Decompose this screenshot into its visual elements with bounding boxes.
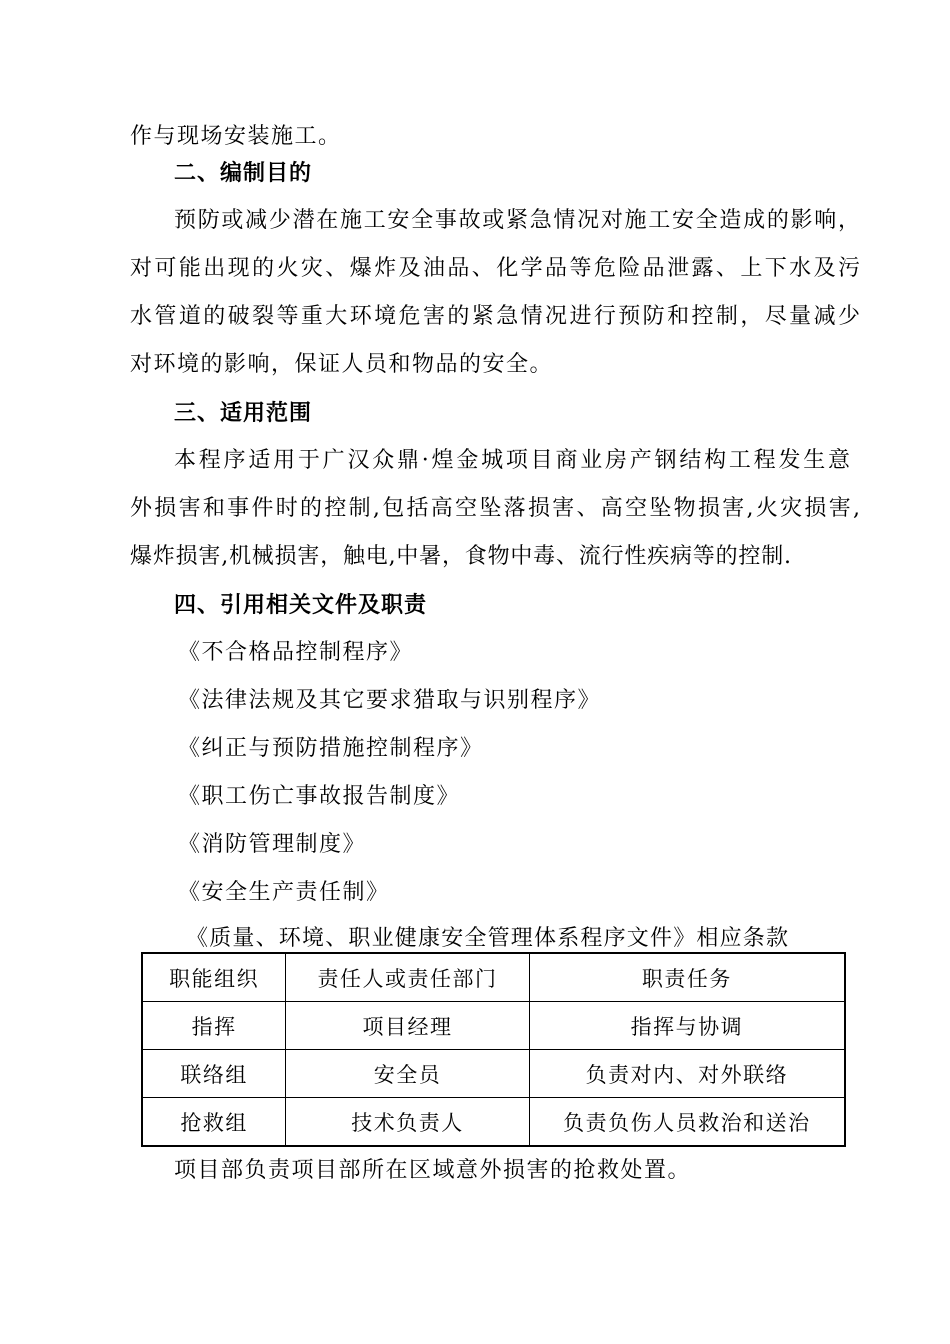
table-header-cell: 职责任务 (529, 953, 845, 1002)
section3-line-1: 本程序适用于广汉众鼎·煌金城项目商业房产钢结构工程发生意 (174, 448, 850, 473)
section2-line-1: 预防或减少潜在施工安全事故或紧急情况对施工安全造成的影响， (174, 208, 860, 233)
referenced-document: 《不合格品控制程序》 (178, 640, 414, 665)
duty-table (141, 952, 846, 1147)
section3-heading: 三、适用范围 (174, 400, 313, 426)
table-header-row (142, 953, 845, 1002)
section3-line-3: 爆炸损害,机械损害，触电,中暑，食物中毒、流行性疾病等的控制. (130, 544, 792, 569)
section2-line-2: 对可能出现的火灾、爆炸及油品、化学品等危险品泄露、上下水及污 (130, 256, 860, 281)
table-row (142, 1002, 845, 1050)
closing-text: 项目部负责项目部所在区域意外损害的抢救处置。 (174, 1158, 692, 1183)
table-cell: 指挥与协调 (529, 1002, 845, 1050)
section3-line-2: 外损害和事件时的控制,包括高空坠落损害、高空坠物损害,火灾损害, (130, 496, 860, 521)
table-row (142, 1098, 845, 1147)
referenced-document: 《职工伤亡事故报告制度》 (178, 784, 461, 809)
table-cell: 项目经理 (286, 1002, 530, 1050)
table-cell: 安全员 (286, 1050, 530, 1098)
section2-heading: 二、编制目的 (174, 160, 313, 186)
referenced-document: 《安全生产责任制》 (178, 880, 390, 905)
table-header-cell: 职能组织 (142, 953, 286, 1002)
table-cell: 联络组 (142, 1050, 286, 1098)
table-header-cell: 责任人或责任部门 (286, 953, 530, 1002)
table-cell: 负责负伤人员救治和送治 (529, 1098, 845, 1147)
table-cell: 抢救组 (142, 1098, 286, 1147)
table-row (142, 1050, 845, 1098)
section2-line-3: 水管道的破裂等重大环境危害的紧急情况进行预防和控制，尽量减少 (130, 304, 860, 329)
referenced-document: 《法律法规及其它要求猎取与识别程序》 (178, 688, 602, 713)
intro-tail-text: 作与现场安装施工。 (130, 124, 342, 149)
table-cell: 技术负责人 (286, 1098, 530, 1147)
referenced-document: 《消防管理制度》 (178, 832, 367, 857)
section2-line-4: 对环境的影响，保证人员和物品的安全。 (130, 352, 554, 377)
table-cell: 负责对内、对外联络 (529, 1050, 845, 1098)
table-caption: 《质量、环境、职业健康安全管理体系程序文件》相应条款 (186, 926, 790, 951)
section4-heading: 四、引用相关文件及职责 (174, 592, 428, 618)
table-cell: 指挥 (142, 1002, 286, 1050)
referenced-document: 《纠正与预防措施控制程序》 (178, 736, 484, 761)
